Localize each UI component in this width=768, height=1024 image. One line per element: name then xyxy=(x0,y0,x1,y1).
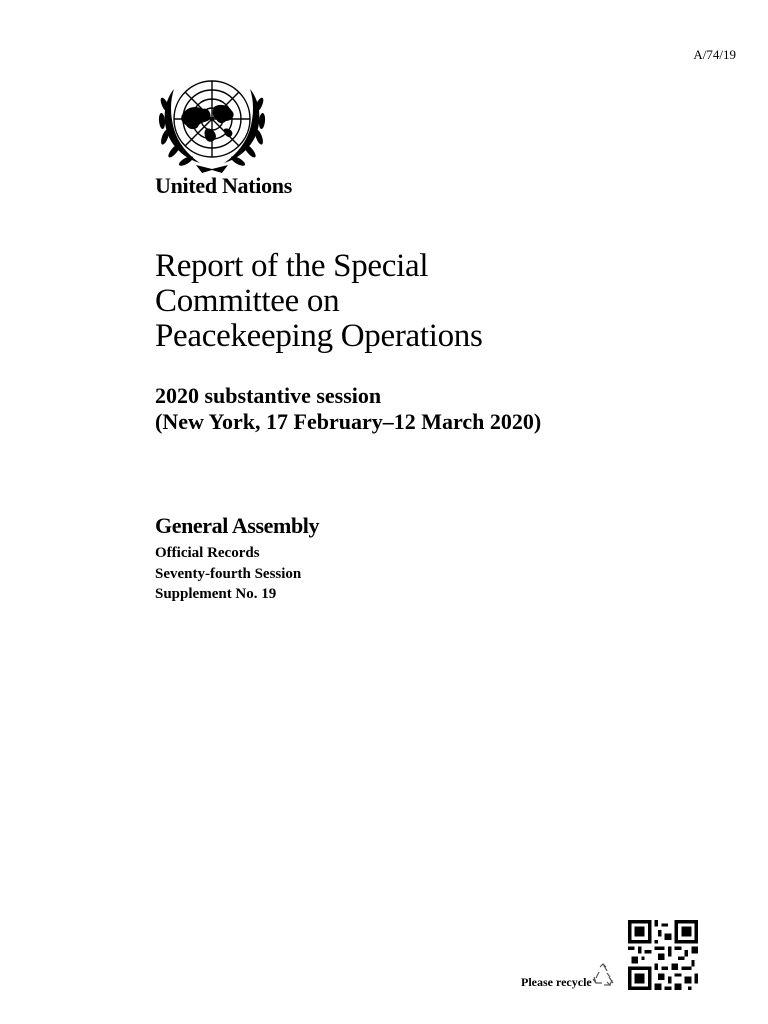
session-name: 2020 substantive session xyxy=(155,383,382,408)
report-title-line: Peacekeeping Operations xyxy=(155,318,483,354)
qr-code-icon xyxy=(628,920,698,990)
records-line: Supplement No. 19 xyxy=(155,586,277,602)
records-info xyxy=(155,543,301,605)
recycle-icon xyxy=(591,963,615,989)
please-recycle-text: Please recycle xyxy=(521,975,592,989)
organization-name: United Nations xyxy=(155,173,292,198)
report-title xyxy=(155,249,635,354)
session-info xyxy=(155,383,541,435)
un-emblem-icon xyxy=(152,71,272,175)
report-title-line: Committee on xyxy=(155,283,340,319)
records-line: Seventy-fourth Session xyxy=(155,565,302,582)
session-dates: (New York, 17 February–12 March 2020) xyxy=(155,409,542,434)
body-name: General Assembly xyxy=(155,513,320,538)
document-symbol: A/74/19 xyxy=(693,47,736,62)
report-title-line: Report of the Special xyxy=(155,248,429,284)
records-line: Official Records xyxy=(155,545,260,561)
